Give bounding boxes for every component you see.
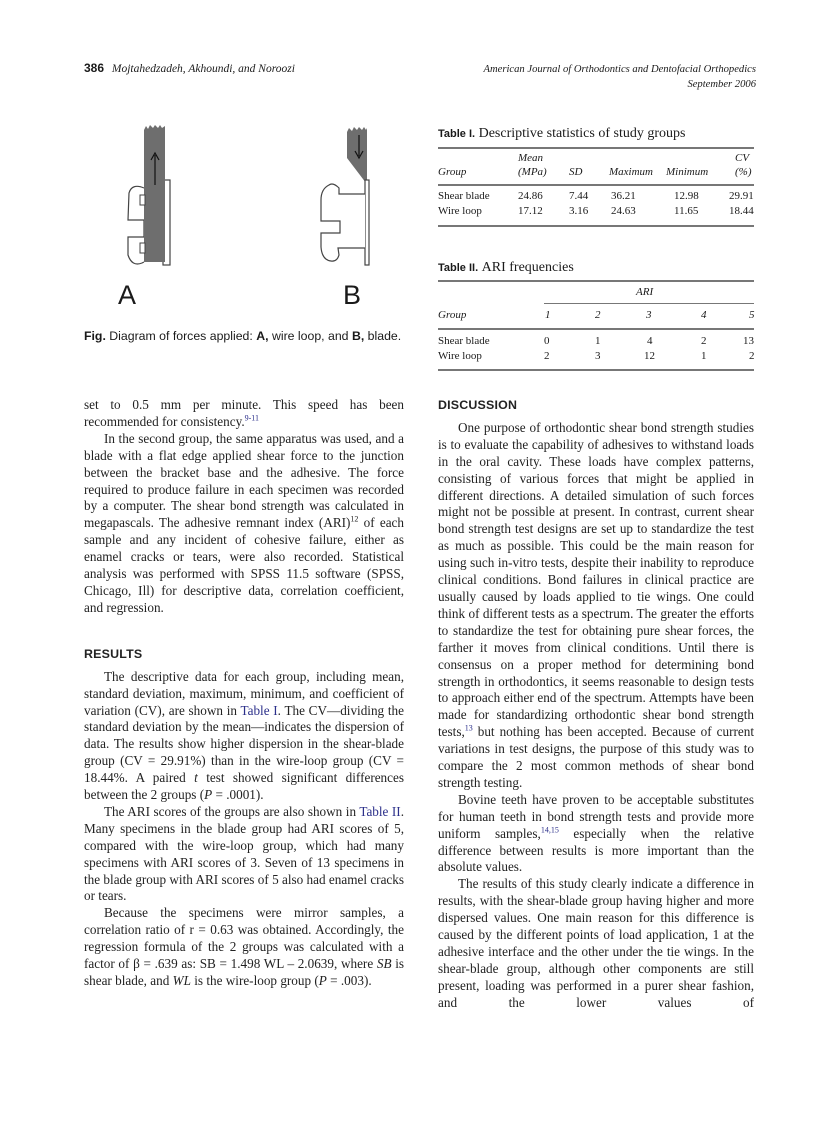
- table-row: [438, 190, 754, 204]
- table2-bottom-rule: [438, 369, 754, 371]
- text: In the second group, the same apparatus was used, and a blade with a flat edge applied shear force to the junction between the bracket base and the adhesive. The force required to produce failure in each specimen was recorded by a computer. The shear bond strength was calculated in megapascals. The adhesive remnant index (ARI): [84, 430, 404, 531]
- section-heading-results: RESULTS: [84, 646, 143, 661]
- panel-b-label: B: [343, 280, 362, 310]
- table-cell: 2: [701, 335, 707, 347]
- caption-text: blade.: [364, 329, 402, 343]
- table-cell: 3: [595, 350, 601, 362]
- table-cell: 12: [644, 350, 655, 362]
- table-cell: 4: [647, 335, 653, 347]
- text: WL: [172, 973, 191, 988]
- table-row: [438, 205, 754, 219]
- paragraph: [438, 876, 754, 1011]
- table1-header-row1: [438, 152, 754, 166]
- table2-header: 5: [749, 309, 755, 321]
- table2-number: Table II.: [438, 262, 479, 274]
- caption-text: wire loop, and: [268, 329, 352, 343]
- running-header-right: [484, 62, 756, 92]
- table1-header: Group: [438, 166, 467, 178]
- table2-header: Group: [438, 309, 467, 321]
- text: is the wire-loop group (: [190, 973, 319, 988]
- table1-header: Maximum: [609, 166, 653, 178]
- citation-ref[interactable]: 9-11: [244, 413, 260, 423]
- panel-b-diagram: [321, 127, 369, 265]
- panel-a-label: A: [118, 280, 137, 310]
- table1-link[interactable]: Table I: [240, 702, 278, 718]
- right-column: [438, 397, 754, 1012]
- table-cell: 24.63: [611, 205, 636, 217]
- table2-spanner-rule: [544, 303, 754, 304]
- table1-header-row2: [438, 166, 754, 180]
- table1-bottom-rule: [438, 225, 754, 227]
- table1-header: (MPa): [518, 166, 547, 178]
- table-row: [438, 350, 754, 364]
- text: set to 0.5 mm per minute. This speed has been recommended for consistency.: [84, 397, 404, 429]
- table-cell: 7.44: [569, 190, 589, 202]
- table1-header: SD: [569, 166, 583, 178]
- text: = .0001).: [212, 787, 264, 803]
- table-cell: Shear blade: [438, 190, 490, 202]
- table-cell: 2: [544, 350, 550, 362]
- citation-ref[interactable]: 14,15: [540, 825, 559, 835]
- section-heading-discussion: DISCUSSION: [438, 398, 518, 412]
- text: . Many specimens in the blade group had ARI scores of 5, compared with the wire-loop group, which had many specimens with ARI scores of 3. Seven of 13 specimens in the blade group with ARI scores of 5 also had enamel cracks or tears.: [84, 803, 404, 904]
- table-cell: 13: [743, 335, 754, 347]
- text: The ARI scores of the groups are also shown in: [104, 803, 360, 819]
- paragraph: [84, 431, 404, 617]
- table1-header: (%): [735, 166, 752, 178]
- table2-spanner-row: [438, 286, 754, 300]
- text: Because the specimens were mirror samples, a correlation ratio of r = 0.63 was obtained. Accordingly, the regression formula of the 2 groups was calculated with a factor of β = .639 as: SB = 1.498 WL – 2.0639, where: [84, 905, 404, 972]
- table2-header-row: [438, 309, 754, 323]
- text: of each sample and any incident of cohesive failure, either as enamel cracks or tears, were also recorded. Statistical analysis was performed with SPSS 11.5 software (SPSS, Chicago, Ill) for descriptive data, correlation coefficient, and regression.: [84, 515, 404, 615]
- paragraph: [438, 792, 754, 877]
- table2-header: 1: [545, 309, 551, 321]
- table-cell: Wire loop: [438, 205, 482, 217]
- text: One purpose of orthodontic shear bond strength studies is to evaluate the capability of adhesives to withstand loads in the oral cavity. These loads have complex patterns, consisting of various forces that might be applied in different directions. A detailed simulation of such forces might not be possible at present. In contrast, current shear bond strength test designs are set up to standardize the test as much as possible. This could be the main reason for using such in-vitro tests, despite their inability to reproduce clinical conditions. Bond failures in clinical practice are usually caused by loads applied to tie wings. One could think of different tests as a spectrum. The greater the efforts to standardize the test for obtaining pure shear forces, the farther it moves from clinical conditions. Until there is consensus on a proper method for determining bond strength in orthodontics, it seems reasonable to design tests to approach either end of the spectrum. Attempts have been made for standardizing orthodontic shear bond strength tests,: [438, 419, 754, 740]
- table2-caption: ARI frequencies: [481, 260, 574, 275]
- table1-top-rule: [438, 147, 754, 149]
- paragraph: [84, 804, 404, 905]
- text: but nothing has been accepted. Because of current variations in test designs, the purpose of this study was to compare the 2 most common methods of shear bond strength testing.: [438, 724, 754, 790]
- text: is shear blade, and: [84, 956, 404, 988]
- table-cell: 3.16: [569, 205, 589, 217]
- table-cell: 0: [544, 335, 550, 347]
- text: test showed significant differences between the 2 groups (: [84, 770, 404, 803]
- table2-header: 3: [646, 309, 652, 321]
- text: t: [194, 770, 198, 786]
- table-cell: 1: [595, 335, 601, 347]
- journal-name: American Journal of Orthodontics and Dentofacial Orthopedics: [483, 64, 756, 75]
- text: The results of this study clearly indicate a difference in results, with the shear-blade group having higher and more dispersed values. One main reason for this difference is caused by the different points of load application, 1 at the adhesive interface and the other under the tie wings. In the shear-blade group, although other components are still present, loading was performed in a purer shear fashion, and the lower values of: [438, 876, 754, 1010]
- table2-header: 4: [701, 309, 707, 321]
- text: P: [318, 973, 327, 988]
- text: Bovine teeth have proven to be acceptable substitutes for human teeth in bond strength tests and provide more uniform samples,: [438, 791, 754, 841]
- table2-link[interactable]: Table II: [359, 803, 401, 819]
- running-authors: Mojtahedzadeh, Akhoundi, and Noroozi: [111, 63, 295, 75]
- table-cell: 36.21: [611, 190, 636, 202]
- table-cell: 1: [701, 350, 707, 362]
- paragraph: [84, 669, 404, 804]
- paragraph: [438, 420, 754, 792]
- caption-prefix: Fig.: [84, 329, 106, 343]
- panel-a-diagram: [128, 125, 170, 265]
- citation-ref[interactable]: 12: [350, 514, 359, 524]
- table1-header: Minimum: [666, 166, 709, 178]
- table-cell: Wire loop: [438, 350, 482, 362]
- caption-text: Diagram of forces applied:: [105, 329, 257, 343]
- table1-header: Mean: [518, 152, 544, 164]
- paragraph: [84, 397, 404, 431]
- table1-header-rule: [438, 184, 754, 186]
- table2-title: [438, 260, 574, 276]
- text: especially when the relative difference between results is more important than the absolute values.: [438, 825, 754, 875]
- table-row: [438, 335, 754, 349]
- table2-top-rule: [438, 280, 754, 282]
- table1-title: [438, 126, 685, 142]
- table2-spanner-header: ARI: [636, 286, 654, 298]
- table-cell: 24.86: [518, 190, 543, 202]
- table-cell: 18.44: [729, 205, 754, 217]
- table-cell: Shear blade: [438, 335, 490, 347]
- running-header-left: [84, 61, 295, 75]
- text: P: [204, 787, 213, 803]
- caption-panel-b: B,: [351, 329, 365, 343]
- table-cell: 2: [749, 350, 755, 362]
- page-number: 386: [84, 61, 105, 75]
- left-column: [84, 397, 404, 990]
- table1-number: Table I.: [438, 128, 476, 140]
- text: The descriptive data for each group, including mean, standard deviation, maximum, minimum, and coefficient of variation (CV), are shown in: [84, 668, 404, 718]
- issue-date: September 2006: [687, 79, 756, 90]
- table1-caption: Descriptive statistics of study groups: [478, 126, 686, 141]
- text: SB: [376, 956, 392, 972]
- table-cell: 11.65: [674, 205, 699, 217]
- text: = .003).: [326, 973, 372, 988]
- table1-header: CV: [735, 152, 750, 164]
- figure-caption: [84, 328, 406, 344]
- table2-header: 2: [595, 309, 601, 321]
- paragraph: [84, 905, 404, 990]
- citation-ref[interactable]: 13: [464, 723, 473, 733]
- text: . The CV—dividing the standard deviation by the mean—indicates the dispersion of data. The results show higher dispersion in the shear-blade group (CV = 29.91%) than in the wire-loop group (CV = 18.44%. A paired: [84, 702, 404, 786]
- table2-header-rule: [438, 328, 754, 330]
- caption-panel-a: A,: [256, 329, 269, 343]
- table-cell: 17.12: [518, 205, 543, 217]
- table-cell: 29.91: [729, 190, 754, 202]
- table-cell: 12.98: [674, 190, 699, 202]
